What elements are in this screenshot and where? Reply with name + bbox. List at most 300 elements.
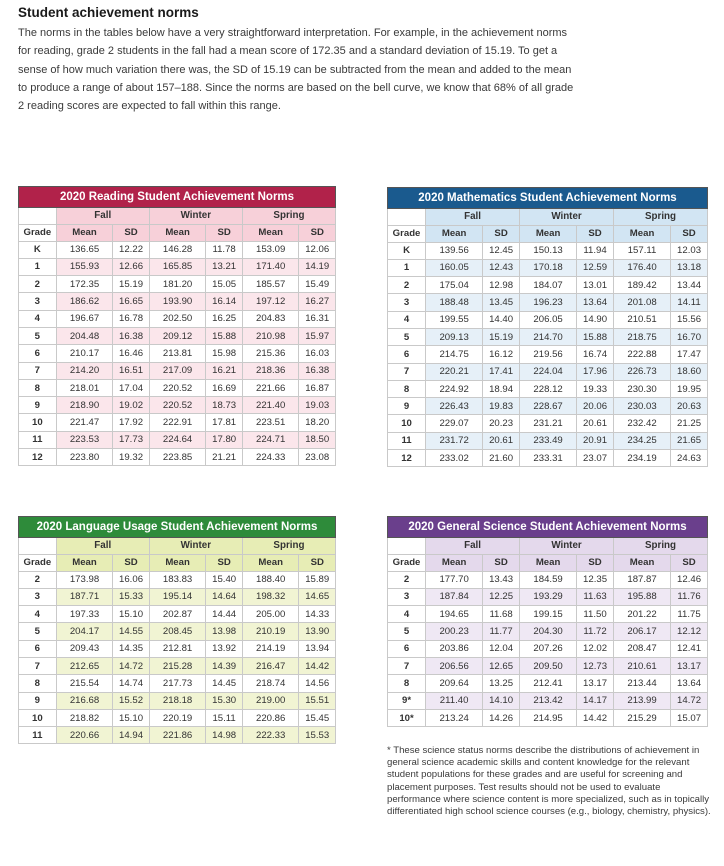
sd-cell: 18.73 [206,397,243,414]
sd-cell: 11.50 [577,606,614,623]
mean-cell: 220.52 [149,379,206,396]
grade-cell: 7 [388,657,426,674]
sd-cell: 19.33 [577,380,614,397]
sd-cell: 17.47 [671,346,708,363]
sd-cell: 18.20 [299,414,336,431]
sd-cell: 14.44 [206,606,243,623]
sd-cell: 14.64 [206,588,243,605]
sd-cell: 14.39 [206,657,243,674]
mean-cell: 223.80 [56,449,113,466]
table-row [19,640,336,657]
mean-cell: 188.40 [242,571,299,588]
grade-cell: 4 [388,311,426,328]
sd-cell: 15.19 [113,276,150,293]
sd-cell: 14.74 [113,675,150,692]
sd-cell: 13.64 [671,675,708,692]
mean-cell: 221.40 [242,397,299,414]
mean-cell: 234.25 [614,432,671,449]
table-row [19,606,336,623]
mean-cell: 193.29 [520,588,577,605]
mean-cell: 212.81 [149,640,206,657]
mean-cell: 173.98 [56,571,113,588]
mean-cell: 213.42 [520,692,577,709]
grade-group-spacer [19,208,57,225]
grade-cell: 5 [19,327,57,344]
mean-cell: 212.65 [56,657,113,674]
mean-cell: 208.47 [614,640,671,657]
grade-column-header: Grade [19,224,57,241]
table-row [388,380,708,397]
season-header-winter: Winter [149,538,242,555]
mean-cell: 210.98 [242,327,299,344]
mean-column-header: Mean [614,225,671,242]
table-row [388,259,708,276]
sd-column-header: SD [671,225,708,242]
mean-cell: 218.74 [242,675,299,692]
table-title: 2020 Reading Student Achievement Norms [19,187,336,208]
mean-cell: 221.47 [56,414,113,431]
table-row [19,431,336,448]
mean-column-header: Mean [149,554,206,571]
mean-cell: 170.18 [520,259,577,276]
mean-cell: 223.85 [149,449,206,466]
grade-cell: 8 [388,380,426,397]
sd-column-header: SD [113,224,150,241]
sd-cell: 12.25 [483,588,520,605]
sd-cell: 21.25 [671,415,708,432]
sd-cell: 16.06 [113,571,150,588]
mean-cell: 211.40 [426,692,483,709]
grade-column-header: Grade [388,554,426,571]
sd-cell: 16.27 [299,293,336,310]
mean-cell: 146.28 [149,241,206,258]
mean-cell: 218.90 [56,397,113,414]
grade-cell: 9 [388,398,426,415]
sd-cell: 13.45 [483,294,520,311]
mean-cell: 139.56 [426,242,483,259]
mean-cell: 205.00 [242,606,299,623]
sd-cell: 12.03 [671,242,708,259]
sd-cell: 12.41 [671,640,708,657]
table-row [388,432,708,449]
mean-cell: 201.22 [614,606,671,623]
grade-cell: 3 [19,588,57,605]
sd-cell: 12.73 [577,657,614,674]
grade-cell: 6 [388,346,426,363]
table-row [388,328,708,345]
season-header-spring: Spring [242,538,335,555]
sd-cell: 11.94 [577,242,614,259]
sd-cell: 15.52 [113,692,150,709]
mean-cell: 160.05 [426,259,483,276]
mean-cell: 216.47 [242,657,299,674]
sd-cell: 14.90 [577,311,614,328]
mean-cell: 217.73 [149,675,206,692]
mean-cell: 202.87 [149,606,206,623]
sd-column-header: SD [483,554,520,571]
mean-cell: 187.84 [426,588,483,605]
mean-cell: 206.56 [426,657,483,674]
sd-column-header: SD [577,225,614,242]
mean-cell: 228.67 [520,398,577,415]
mean-cell: 201.08 [614,294,671,311]
sd-cell: 16.12 [483,346,520,363]
mean-cell: 204.17 [56,623,113,640]
mean-cell: 194.65 [426,606,483,623]
table-row [19,241,336,258]
grade-cell: 2 [19,571,57,588]
grade-cell: 6 [19,640,57,657]
mean-cell: 210.61 [614,657,671,674]
mean-cell: 209.64 [426,675,483,692]
sd-cell: 15.53 [299,727,336,744]
mean-cell: 196.67 [56,310,113,327]
mean-cell: 215.29 [614,709,671,726]
page-title: Student achievement norms [18,5,199,20]
mean-cell: 230.30 [614,380,671,397]
mean-cell: 157.11 [614,242,671,259]
sd-cell: 15.30 [206,692,243,709]
mean-cell: 218.75 [614,328,671,345]
table-row [19,276,336,293]
grade-cell: 4 [388,606,426,623]
mean-column-header: Mean [56,554,113,571]
mean-cell: 218.18 [149,692,206,709]
grade-cell: 1 [19,258,57,275]
mean-cell: 226.73 [614,363,671,380]
grade-cell: K [388,242,426,259]
table-row [19,657,336,674]
table-row [388,623,708,640]
table-row [388,363,708,380]
table-row [19,675,336,692]
sd-cell: 13.64 [577,294,614,311]
sd-cell: 13.98 [206,623,243,640]
mean-cell: 222.88 [614,346,671,363]
sd-cell: 15.10 [113,709,150,726]
mean-cell: 207.26 [520,640,577,657]
grade-cell: 2 [388,277,426,294]
sd-cell: 15.88 [206,327,243,344]
mean-column-header: Mean [242,554,299,571]
sd-cell: 14.72 [113,657,150,674]
mean-cell: 221.86 [149,727,206,744]
sd-column-header: SD [577,554,614,571]
sd-cell: 13.17 [671,657,708,674]
sd-cell: 11.75 [671,606,708,623]
sd-cell: 16.21 [206,362,243,379]
mean-cell: 230.03 [614,398,671,415]
mean-cell: 216.68 [56,692,113,709]
table-row [19,258,336,275]
sd-cell: 16.03 [299,345,336,362]
sd-cell: 13.94 [299,640,336,657]
mean-column-header: Mean [426,225,483,242]
sd-column-header: SD [113,554,150,571]
grade-cell: 6 [388,640,426,657]
mean-cell: 196.23 [520,294,577,311]
mean-cell: 215.36 [242,345,299,362]
mean-cell: 219.56 [520,346,577,363]
sd-cell: 19.02 [113,397,150,414]
mean-cell: 176.40 [614,259,671,276]
mean-cell: 224.92 [426,380,483,397]
table-row [19,727,336,744]
mean-cell: 229.07 [426,415,483,432]
mean-cell: 184.07 [520,277,577,294]
grade-group-spacer [19,538,57,555]
mean-cell: 204.48 [56,327,113,344]
season-header-winter: Winter [520,209,614,226]
table-row [388,692,708,709]
sd-cell: 14.19 [299,258,336,275]
sd-cell: 15.40 [206,571,243,588]
season-header-spring: Spring [242,208,335,225]
mean-column-header: Mean [56,224,113,241]
mean-cell: 224.33 [242,449,299,466]
sd-cell: 13.21 [206,258,243,275]
sd-cell: 16.38 [299,362,336,379]
sd-cell: 19.95 [671,380,708,397]
sd-cell: 20.61 [483,432,520,449]
sd-cell: 14.42 [577,709,614,726]
sd-cell: 13.17 [577,675,614,692]
sd-cell: 16.70 [671,328,708,345]
grade-cell: 7 [19,362,57,379]
sd-cell: 15.98 [206,345,243,362]
mean-cell: 220.21 [426,363,483,380]
math-norms-table [387,187,708,467]
mean-cell: 214.70 [520,328,577,345]
mean-cell: 234.19 [614,450,671,467]
sd-cell: 14.65 [299,588,336,605]
sd-cell: 20.91 [577,432,614,449]
grade-cell: 1 [388,259,426,276]
grade-cell: 2 [388,571,426,588]
sd-cell: 12.06 [299,241,336,258]
table-row [388,450,708,467]
sd-cell: 12.12 [671,623,708,640]
table-row [19,571,336,588]
sd-cell: 15.88 [577,328,614,345]
sd-cell: 11.77 [483,623,520,640]
sd-cell: 21.21 [206,449,243,466]
grade-cell: 8 [19,379,57,396]
mean-column-header: Mean [426,554,483,571]
table-row [388,346,708,363]
table-row [388,709,708,726]
mean-cell: 214.95 [520,709,577,726]
sd-cell: 15.49 [299,276,336,293]
sd-cell: 15.89 [299,571,336,588]
mean-cell: 183.83 [149,571,206,588]
sd-column-header: SD [483,225,520,242]
mean-cell: 186.62 [56,293,113,310]
sd-cell: 14.55 [113,623,150,640]
sd-cell: 17.80 [206,431,243,448]
sd-cell: 20.06 [577,398,614,415]
table-row [388,398,708,415]
mean-cell: 233.02 [426,450,483,467]
sd-cell: 12.46 [671,571,708,588]
grade-cell: 6 [19,345,57,362]
mean-cell: 197.12 [242,293,299,310]
sd-cell: 14.10 [483,692,520,709]
sd-cell: 17.04 [113,379,150,396]
sd-cell: 16.65 [113,293,150,310]
sd-cell: 20.23 [483,415,520,432]
grade-cell: 7 [19,657,57,674]
mean-cell: 219.00 [242,692,299,709]
mean-cell: 223.53 [56,431,113,448]
sd-column-header: SD [206,554,243,571]
sd-cell: 15.51 [299,692,336,709]
grade-cell: 8 [19,675,57,692]
sd-cell: 19.03 [299,397,336,414]
sd-cell: 21.60 [483,450,520,467]
sd-cell: 14.17 [577,692,614,709]
science-norms-table [387,516,708,727]
sd-cell: 12.04 [483,640,520,657]
sd-cell: 14.35 [113,640,150,657]
science-footnote: * These science status norms describe the distributions of achievement in general science academic skills and content knowledge for the relevant student populations for these grades and are useful for screening and placement purposes. Test results should not be used to evaluate performance where science content is more specialized, such as in topically differentiated high school science courses (e.g., biology, chemistry, physics). [387,745,711,818]
language-norms-table [18,516,336,744]
season-header-fall: Fall [426,209,520,226]
season-header-spring: Spring [614,538,708,555]
sd-cell: 18.94 [483,380,520,397]
mean-cell: 214.19 [242,640,299,657]
sd-cell: 15.45 [299,709,336,726]
sd-cell: 19.32 [113,449,150,466]
sd-cell: 12.45 [483,242,520,259]
mean-cell: 233.31 [520,450,577,467]
sd-cell: 18.50 [299,431,336,448]
grade-cell: 11 [388,432,426,449]
mean-cell: 231.72 [426,432,483,449]
mean-cell: 165.85 [149,258,206,275]
sd-cell: 19.83 [483,398,520,415]
sd-cell: 16.87 [299,379,336,396]
sd-cell: 12.65 [483,657,520,674]
grade-cell: 3 [388,588,426,605]
mean-cell: 177.70 [426,571,483,588]
table-row [19,449,336,466]
sd-cell: 13.18 [671,259,708,276]
table-row [388,640,708,657]
mean-cell: 193.90 [149,293,206,310]
sd-cell: 14.94 [113,727,150,744]
mean-cell: 209.13 [426,328,483,345]
table-row [19,310,336,327]
mean-cell: 210.17 [56,345,113,362]
mean-cell: 175.04 [426,277,483,294]
mean-cell: 215.28 [149,657,206,674]
mean-cell: 204.83 [242,310,299,327]
grade-cell: 4 [19,606,57,623]
grade-cell: 10 [19,709,57,726]
mean-cell: 210.19 [242,623,299,640]
sd-cell: 11.78 [206,241,243,258]
sd-cell: 12.43 [483,259,520,276]
table-title: 2020 Language Usage Student Achievement Norms [19,517,336,538]
sd-cell: 21.65 [671,432,708,449]
table-row [388,311,708,328]
sd-cell: 15.11 [206,709,243,726]
sd-cell: 13.92 [206,640,243,657]
grade-cell: 2 [19,276,57,293]
sd-cell: 23.07 [577,450,614,467]
sd-cell: 12.98 [483,277,520,294]
mean-cell: 226.43 [426,398,483,415]
mean-cell: 213.81 [149,345,206,362]
grade-column-header: Grade [388,225,426,242]
mean-cell: 218.01 [56,379,113,396]
mean-cell: 198.32 [242,588,299,605]
grade-cell: 11 [19,431,57,448]
table-row [19,414,336,431]
sd-column-header: SD [299,224,336,241]
grade-cell: 12 [388,450,426,467]
table-row [19,588,336,605]
mean-cell: 150.13 [520,242,577,259]
sd-cell: 12.22 [113,241,150,258]
mean-cell: 187.71 [56,588,113,605]
sd-cell: 17.73 [113,431,150,448]
table-row [388,294,708,311]
sd-cell: 16.31 [299,310,336,327]
sd-cell: 14.26 [483,709,520,726]
table-row [388,571,708,588]
mean-cell: 187.87 [614,571,671,588]
grade-cell: 5 [19,623,57,640]
mean-cell: 222.91 [149,414,206,431]
table-title: 2020 Mathematics Student Achievement Norms [388,188,708,209]
table-row [19,692,336,709]
mean-cell: 209.43 [56,640,113,657]
mean-column-header: Mean [520,554,577,571]
mean-cell: 209.50 [520,657,577,674]
sd-cell: 16.25 [206,310,243,327]
sd-cell: 18.60 [671,363,708,380]
sd-cell: 16.14 [206,293,243,310]
sd-cell: 11.76 [671,588,708,605]
mean-cell: 214.20 [56,362,113,379]
mean-cell: 203.86 [426,640,483,657]
table-row [19,327,336,344]
mean-cell: 213.44 [614,675,671,692]
mean-cell: 209.12 [149,327,206,344]
sd-cell: 12.35 [577,571,614,588]
sd-cell: 14.72 [671,692,708,709]
mean-cell: 212.41 [520,675,577,692]
sd-cell: 14.45 [206,675,243,692]
table-row [388,415,708,432]
mean-cell: 206.05 [520,311,577,328]
mean-cell: 181.20 [149,276,206,293]
table-row [19,397,336,414]
sd-cell: 16.78 [113,310,150,327]
mean-cell: 220.86 [242,709,299,726]
table-row [388,588,708,605]
sd-cell: 24.63 [671,450,708,467]
sd-cell: 15.07 [671,709,708,726]
grade-cell: 10* [388,709,426,726]
mean-cell: 217.09 [149,362,206,379]
sd-cell: 16.51 [113,362,150,379]
mean-cell: 223.51 [242,414,299,431]
table-row [19,362,336,379]
mean-cell: 197.33 [56,606,113,623]
